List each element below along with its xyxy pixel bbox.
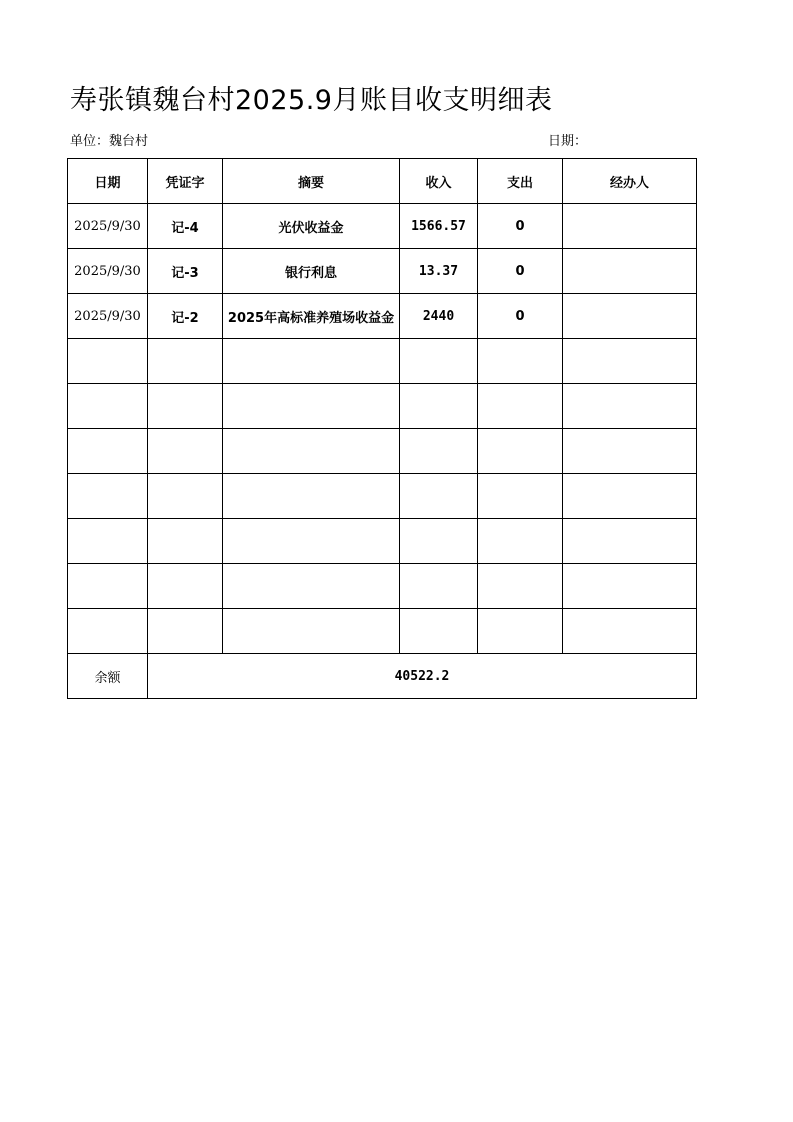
empty-cell	[478, 564, 563, 609]
ledger-table	[67, 158, 697, 699]
empty-row	[68, 384, 697, 429]
empty-cell	[148, 384, 223, 429]
table-row	[68, 294, 697, 339]
cell-handler	[563, 294, 697, 339]
empty-cell	[148, 564, 223, 609]
empty-cell	[68, 429, 148, 474]
empty-cell	[68, 519, 148, 564]
empty-row	[68, 429, 697, 474]
empty-cell	[148, 429, 223, 474]
empty-cell	[400, 609, 478, 654]
cell-summary: 光伏收益金	[223, 204, 400, 249]
header-expense: 支出	[478, 159, 563, 204]
cell-expense: 0	[478, 294, 563, 339]
empty-cell	[563, 384, 697, 429]
empty-cell	[400, 474, 478, 519]
cell-summary: 银行利息	[223, 249, 400, 294]
empty-cell	[68, 564, 148, 609]
empty-cell	[400, 339, 478, 384]
cell-voucher: 记-3	[148, 249, 223, 294]
empty-cell	[68, 384, 148, 429]
empty-row	[68, 609, 697, 654]
header-handler: 经办人	[563, 159, 697, 204]
unit-label: 单位：魏台村	[70, 134, 149, 149]
cell-date: 2025/9/30	[68, 294, 148, 339]
table-row	[68, 249, 697, 294]
cell-income: 2440	[400, 294, 478, 339]
balance-value: 40522.2	[148, 654, 697, 699]
empty-cell	[563, 339, 697, 384]
empty-cell	[400, 519, 478, 564]
balance-label: 余额	[68, 654, 148, 699]
empty-cell	[223, 429, 400, 474]
empty-cell	[223, 384, 400, 429]
empty-cell	[478, 339, 563, 384]
empty-cell	[223, 339, 400, 384]
cell-voucher: 记-2	[148, 294, 223, 339]
empty-cell	[223, 474, 400, 519]
empty-cell	[478, 384, 563, 429]
header-row	[68, 159, 697, 204]
empty-cell	[223, 564, 400, 609]
empty-cell	[68, 609, 148, 654]
balance-row	[68, 654, 697, 699]
empty-row	[68, 474, 697, 519]
empty-cell	[400, 564, 478, 609]
empty-row	[68, 564, 697, 609]
empty-row	[68, 519, 697, 564]
cell-handler	[563, 249, 697, 294]
empty-cell	[563, 564, 697, 609]
empty-cell	[478, 609, 563, 654]
empty-cell	[563, 474, 697, 519]
empty-cell	[223, 609, 400, 654]
empty-cell	[563, 429, 697, 474]
empty-cell	[563, 519, 697, 564]
empty-cell	[400, 384, 478, 429]
empty-cell	[478, 474, 563, 519]
cell-expense: 0	[478, 204, 563, 249]
empty-cell	[148, 609, 223, 654]
empty-cell	[400, 429, 478, 474]
empty-cell	[148, 339, 223, 384]
date-label: 日期：	[548, 134, 588, 149]
header-voucher: 凭证字	[148, 159, 223, 204]
cell-income: 13.37	[400, 249, 478, 294]
header-summary: 摘要	[223, 159, 400, 204]
cell-handler	[563, 204, 697, 249]
empty-cell	[68, 339, 148, 384]
cell-summary: 2025年高标准养殖场收益金	[223, 294, 400, 339]
empty-row	[68, 339, 697, 384]
header-income: 收入	[400, 159, 478, 204]
cell-date: 2025/9/30	[68, 249, 148, 294]
empty-cell	[223, 519, 400, 564]
empty-cell	[68, 474, 148, 519]
cell-income: 1566.57	[400, 204, 478, 249]
header-date: 日期	[68, 159, 148, 204]
cell-voucher: 记-4	[148, 204, 223, 249]
empty-cell	[148, 519, 223, 564]
cell-expense: 0	[478, 249, 563, 294]
empty-cell	[478, 519, 563, 564]
page-title: 寿张镇魏台村2025.9月账目收支明细表	[70, 85, 553, 116]
empty-cell	[563, 609, 697, 654]
empty-cell	[148, 474, 223, 519]
cell-date: 2025/9/30	[68, 204, 148, 249]
table-row	[68, 204, 697, 249]
empty-cell	[478, 429, 563, 474]
